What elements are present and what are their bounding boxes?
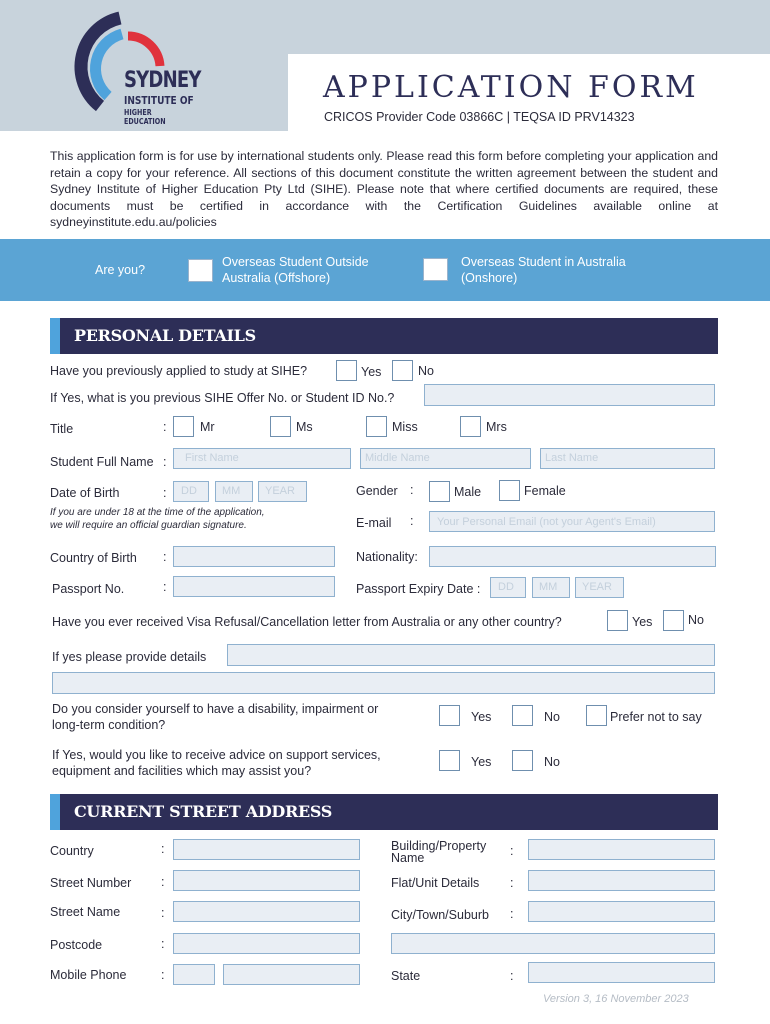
prev-applied-question: Have you previously applied to study at SIHE? [50, 364, 308, 378]
city-input[interactable] [528, 901, 715, 922]
mobile-label: Mobile Phone [50, 968, 127, 982]
section-accent-bar [50, 318, 60, 354]
postcode-input[interactable] [173, 933, 360, 954]
prev-applied-yes-label: Yes [361, 365, 382, 379]
street-name-input[interactable] [173, 901, 360, 922]
title-colon: : [163, 420, 167, 434]
street-name-label: Street Name [50, 905, 121, 919]
visa-details-label: If yes please provide details [52, 650, 207, 664]
logo-word-higher-education: HIGHER EDUCATION [124, 108, 166, 126]
passport-expiry-month-placeholder: MM [539, 581, 558, 593]
building-label-line1: Building/Property [391, 839, 487, 853]
building-colon: : [510, 844, 514, 858]
postcode-colon: : [161, 937, 165, 951]
street-number-input[interactable] [173, 870, 360, 891]
title-label: Title [50, 422, 74, 436]
flat-unit-colon: : [510, 876, 514, 890]
disability-no-checkbox[interactable] [512, 705, 533, 726]
nationality-input[interactable] [429, 546, 716, 567]
logo-word-sydney: SYDNEY [124, 68, 201, 93]
gender-female-label: Female [524, 484, 566, 498]
street-number-colon: : [161, 875, 165, 889]
are-you-label: Are you? [95, 263, 146, 277]
postcode-label: Postcode [50, 938, 103, 952]
visa-refusal-yes-checkbox[interactable] [607, 610, 628, 631]
disability-no-label: No [544, 710, 560, 724]
middle-name-placeholder: Middle Name [365, 452, 430, 464]
first-name-placeholder: First Name [185, 452, 239, 464]
visa-refusal-question: Have you ever received Visa Refusal/Cancellation letter from Australia or any other country? [52, 615, 562, 629]
street-number-label: Street Number [50, 876, 132, 890]
cricos-subtitle: CRICOS Provider Code 03866C | TEQSA ID PRV14323 [324, 110, 635, 124]
visa-refusal-yes-label: Yes [632, 615, 653, 629]
passport-expiry-day-placeholder: DD [498, 581, 514, 593]
address-title: CURRENT STREET ADDRESS [74, 802, 333, 821]
country-of-birth-colon: : [163, 550, 167, 564]
onshore-checkbox[interactable] [423, 258, 448, 281]
advice-no-label: No [544, 755, 560, 769]
section-accent-bar [50, 794, 60, 830]
state-label: State [391, 969, 421, 983]
city-colon: : [510, 907, 514, 921]
passport-no-colon: : [163, 580, 167, 594]
title-mrs-label: Mrs [486, 420, 507, 434]
email-placeholder: Your Personal Email (not your Agent's Email) [437, 516, 656, 528]
logo-word-institute: INSTITUTE OF [124, 94, 194, 107]
disability-prefer-not-checkbox[interactable] [586, 705, 607, 726]
gender-colon: : [410, 483, 414, 497]
title-mrs-checkbox[interactable] [460, 416, 481, 437]
advice-yes-label: Yes [471, 755, 492, 769]
full-name-colon: : [163, 455, 167, 469]
advice-question-line2: equipment and facilities which may assist you? [52, 764, 312, 778]
flat-unit-label: Flat/Unit Details [391, 876, 480, 890]
offer-no-question: If Yes, what is you previous SIHE Offer No. or Student ID No.? [50, 391, 395, 405]
flat-unit-input[interactable] [528, 870, 715, 891]
street-name-colon: : [161, 906, 165, 920]
visa-refusal-no-checkbox[interactable] [663, 610, 684, 631]
full-name-label: Student Full Name [50, 455, 154, 469]
title-mr-checkbox[interactable] [173, 416, 194, 437]
mobile-code-input[interactable] [173, 964, 215, 985]
building-label-line2: Name [391, 851, 425, 865]
email-label: E-mail [356, 516, 392, 530]
version-footer: Version 3, 16 November 2023 [543, 993, 689, 1005]
disability-yes-checkbox[interactable] [439, 705, 460, 726]
state-colon: : [510, 969, 514, 983]
address-country-colon: : [161, 842, 165, 856]
personal-details-header [50, 318, 718, 354]
disability-question-line2: long-term condition? [52, 718, 166, 732]
offshore-checkbox[interactable] [188, 259, 213, 282]
onshore-label-line1: Overseas Student in Australia [461, 255, 626, 269]
disability-yes-label: Yes [471, 710, 492, 724]
disability-prefer-not-label: Prefer not to say [610, 710, 702, 724]
mobile-colon: : [161, 968, 165, 982]
building-input[interactable] [528, 839, 715, 860]
nationality-label: Nationality: [356, 550, 418, 564]
dob-year-placeholder: YEAR [265, 485, 295, 497]
country-of-birth-label: Country of Birth [50, 551, 137, 565]
address-country-input[interactable] [173, 839, 360, 860]
gender-male-checkbox[interactable] [429, 481, 450, 502]
prev-applied-no-checkbox[interactable] [392, 360, 413, 381]
advice-no-checkbox[interactable] [512, 750, 533, 771]
gender-male-label: Male [454, 485, 482, 499]
country-of-birth-input[interactable] [173, 546, 335, 567]
onshore-label-line2: (Onshore) [461, 271, 518, 285]
passport-expiry-label: Passport Expiry Date : [356, 582, 481, 596]
passport-no-label: Passport No. [52, 582, 125, 596]
offer-no-input[interactable] [424, 384, 715, 406]
under18-note-line2: we will require an official guardian signature. [50, 520, 247, 531]
title-miss-label: Miss [392, 420, 418, 434]
title-mr-label: Mr [200, 420, 215, 434]
dob-day-placeholder: DD [181, 485, 197, 497]
last-name-placeholder: Last Name [545, 452, 599, 464]
address-header [50, 794, 718, 830]
city-label: City/Town/Suburb [391, 908, 489, 922]
title-ms-checkbox[interactable] [270, 416, 291, 437]
passport-no-input[interactable] [173, 576, 335, 597]
advice-yes-checkbox[interactable] [439, 750, 460, 771]
prev-applied-no-label: No [418, 364, 434, 378]
passport-expiry-year-placeholder: YEAR [582, 581, 612, 593]
dob-label: Date of Birth [50, 486, 120, 500]
city-input-line2[interactable] [391, 933, 715, 954]
offshore-label-line2: Australia (Offshore) [222, 271, 331, 285]
dob-colon: : [163, 486, 167, 500]
disability-question-line1: Do you consider yourself to have a disability, impairment or [52, 702, 379, 716]
dob-month-placeholder: MM [222, 485, 241, 497]
title-miss-checkbox[interactable] [366, 416, 387, 437]
gender-female-checkbox[interactable] [499, 480, 520, 501]
email-colon: : [410, 514, 414, 528]
state-input[interactable] [528, 962, 715, 983]
address-country-label: Country [50, 844, 94, 858]
visa-details-input-line2[interactable] [52, 672, 715, 694]
offshore-label-line1: Overseas Student Outside [222, 255, 369, 269]
gender-label: Gender [356, 484, 398, 498]
intro-paragraph: This application form is for use by international students only. Please read this form before completing your application and retain a copy for your reference. All sections of this document constitute the written agreement between the student and Sydney Institute of Higher Education Pty Ltd (SIHE). Please note that where certified documents are required, these documents must be certified in accordance with the Certification Guidelines available online at sydneyinstitute.edu.au/policies [50, 149, 718, 229]
advice-question-line1: If Yes, would you like to receive advice on support services, [52, 748, 381, 762]
title-ms-label: Ms [296, 420, 313, 434]
under18-note-line1: If you are under 18 at the time of the application, [50, 507, 265, 518]
page-title: APPLICATION FORM [323, 70, 699, 105]
mobile-number-input[interactable] [223, 964, 360, 985]
personal-details-title: PERSONAL DETAILS [74, 326, 256, 345]
sihe-logo [62, 10, 212, 126]
visa-details-input[interactable] [227, 644, 715, 666]
prev-applied-yes-checkbox[interactable] [336, 360, 357, 381]
visa-refusal-no-label: No [688, 613, 704, 627]
